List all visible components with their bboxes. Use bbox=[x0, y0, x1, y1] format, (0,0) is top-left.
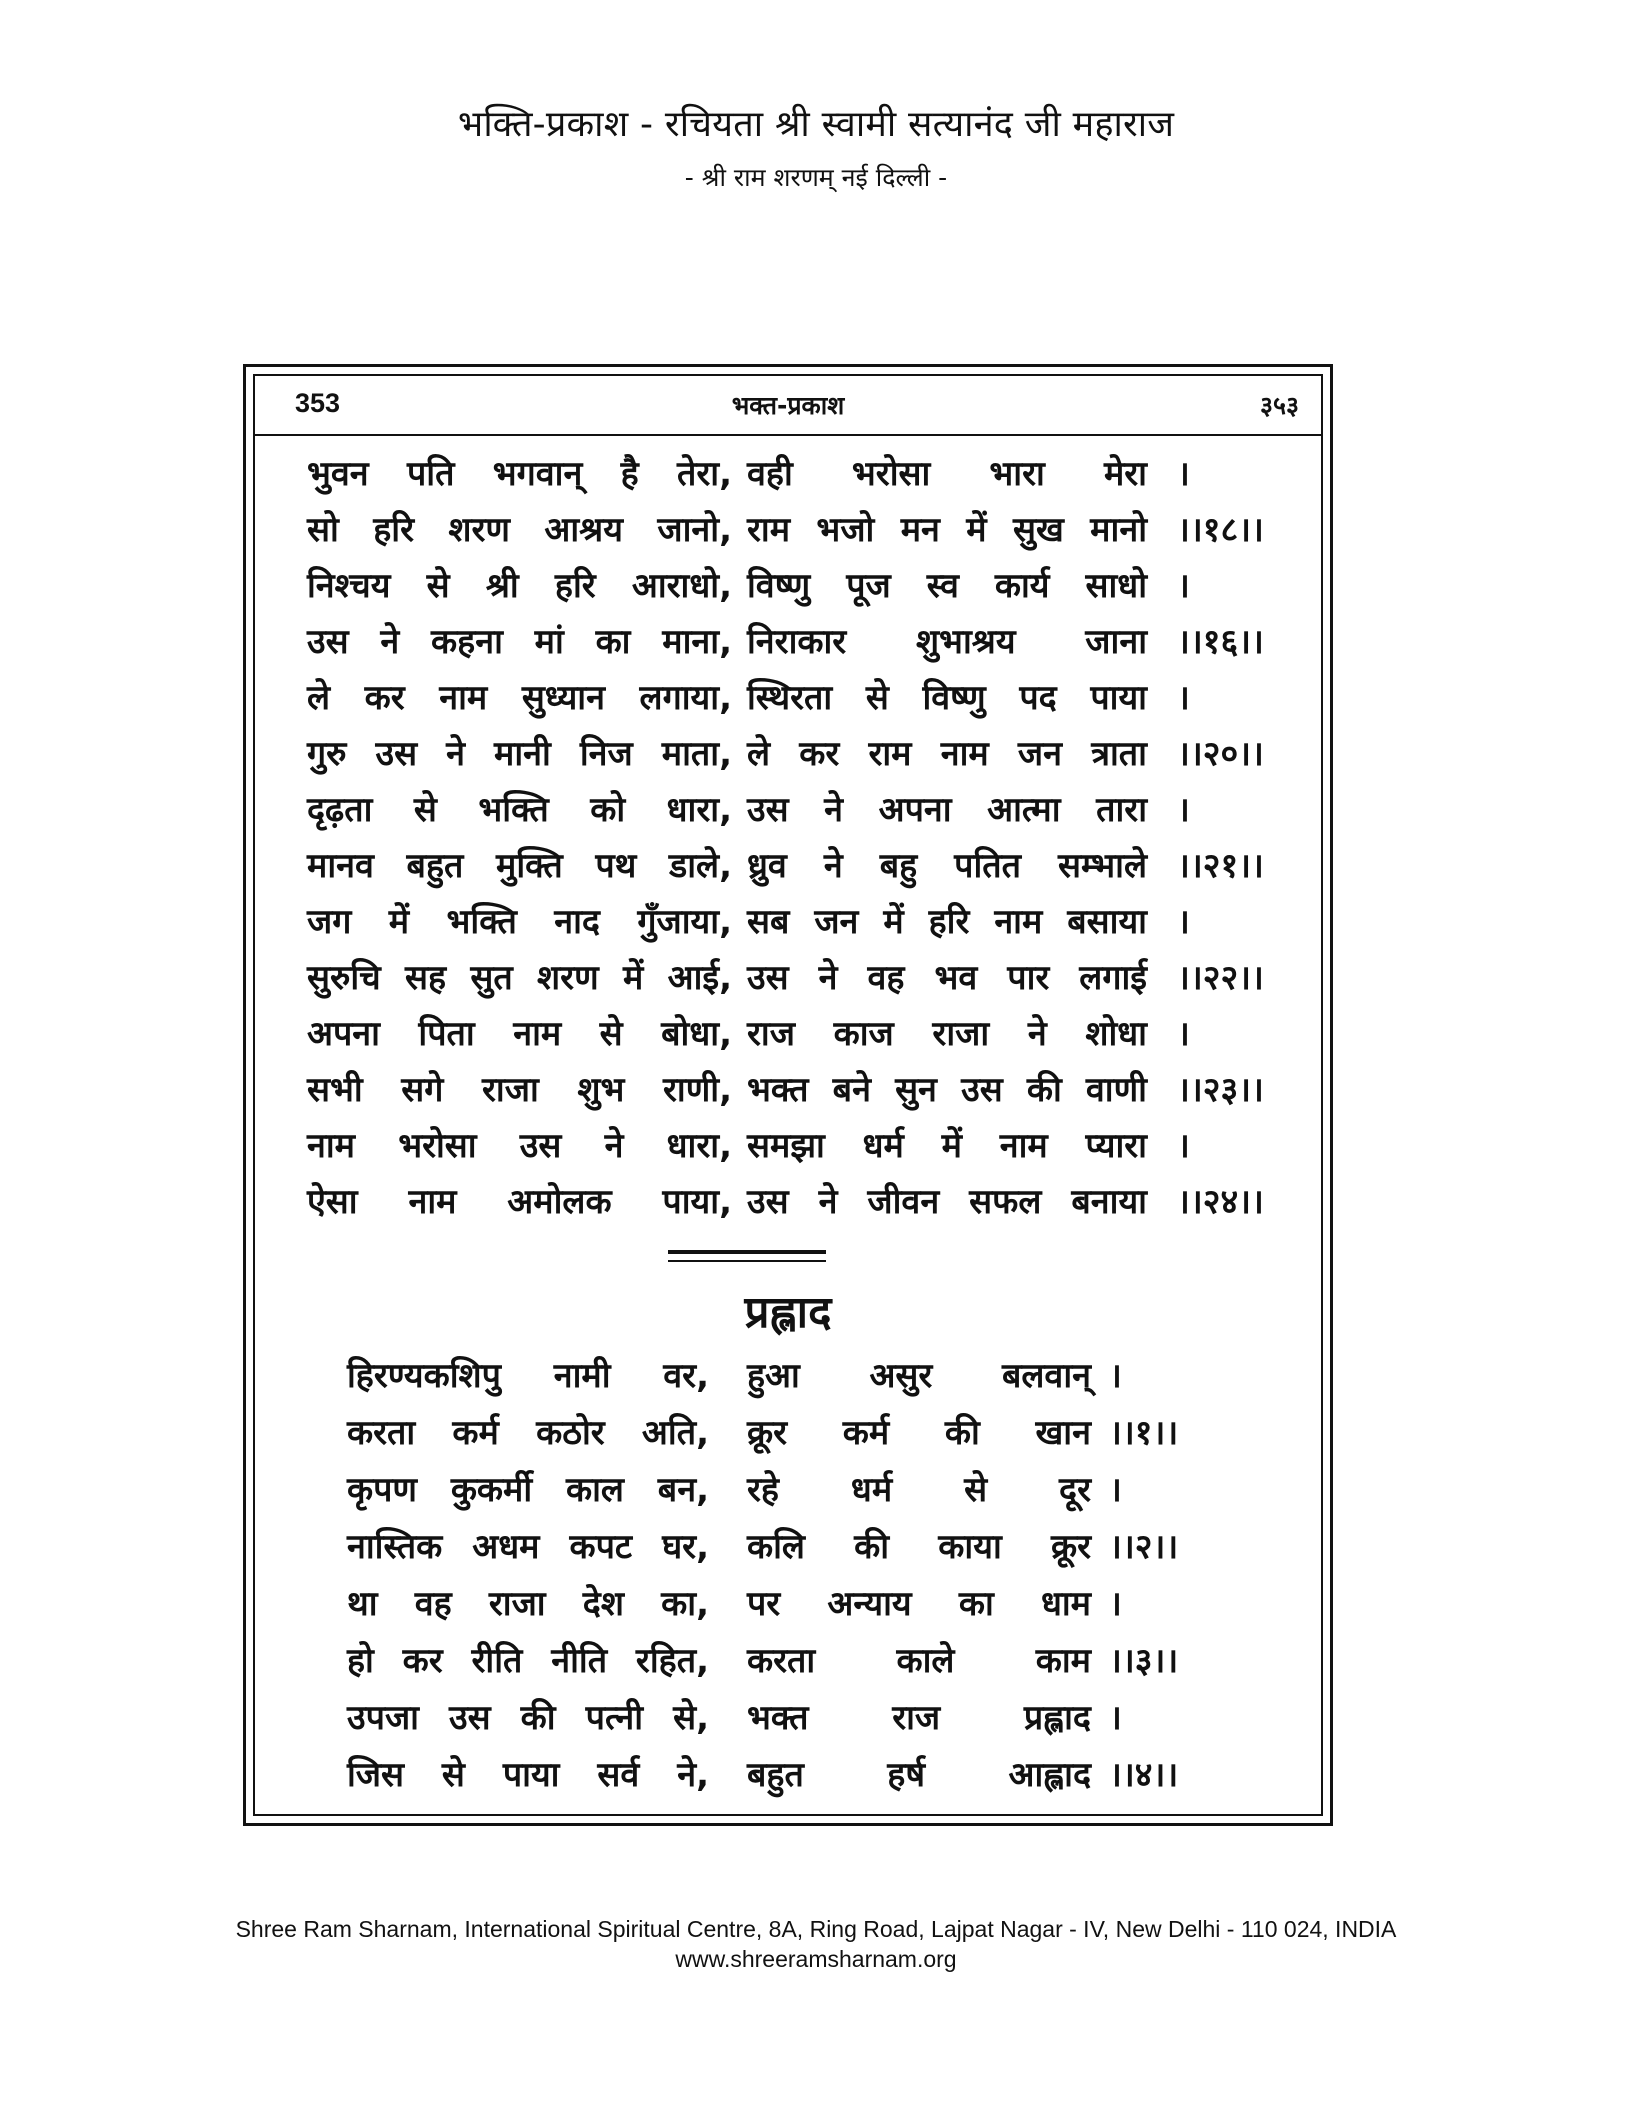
verse-number: । bbox=[1177, 1014, 1190, 1054]
verse-number: ।।४।। bbox=[1109, 1755, 1179, 1795]
verse-number: । bbox=[1177, 566, 1190, 606]
verse-second-half: भक्त राज प्रह्लाद bbox=[747, 1698, 1091, 1738]
verse-number: ।।१८।। bbox=[1177, 510, 1264, 550]
verse-second-half: बहुत हर्ष आह्लाद bbox=[747, 1755, 1091, 1795]
verse-second-half: उस ने वह भव पार लगाई bbox=[747, 958, 1147, 998]
verse-first-half: अपना पिता नाम से बोधा, bbox=[307, 1014, 732, 1054]
verse-line bbox=[307, 1006, 1297, 1062]
book-title: भक्त-प्रकाश bbox=[731, 391, 845, 420]
verse-second-half: भक्त बने सुन उस की वाणी bbox=[747, 1070, 1147, 1110]
footer-address: Shree Ram Sharnam, International Spiritual Centre, 8A, Ring Road, Lajpat Nagar - IV, New Delhi - 110 024, INDIA bbox=[235, 1916, 1397, 1942]
verse-second-half: हुआ असुर बलवान् bbox=[747, 1356, 1091, 1396]
verse-second-half: कलि की काया क्रूर bbox=[747, 1527, 1091, 1567]
verse-line bbox=[347, 1462, 1247, 1518]
verse-second-half: क्रूर कर्म की खान bbox=[747, 1413, 1091, 1453]
verse-number: ।।१६।। bbox=[1177, 622, 1264, 662]
verse-line bbox=[307, 446, 1297, 502]
verse-line bbox=[307, 726, 1297, 782]
verse-first-half: हिरण्यकशिपु नामी वर, bbox=[347, 1356, 709, 1396]
verse-line bbox=[347, 1348, 1247, 1404]
verse-line bbox=[307, 1062, 1297, 1118]
verse-first-half: हो कर रीति नीति रहित, bbox=[347, 1641, 709, 1681]
verse-first-half: उस ने कहना मां का माना, bbox=[307, 622, 732, 662]
verse-line bbox=[307, 1174, 1297, 1230]
verse-second-half: उस ने जीवन सफल बनाया bbox=[747, 1182, 1147, 1222]
verse-first-half: ले कर नाम सुध्यान लगाया, bbox=[307, 678, 732, 718]
page-number-latin: 353 bbox=[295, 388, 341, 418]
verse-first-half: उपजा उस की पत्नी से, bbox=[347, 1698, 709, 1738]
verse-line bbox=[347, 1747, 1247, 1803]
verse-first-half: सभी सगे राजा शुभ राणी, bbox=[307, 1070, 732, 1110]
verse-number: ।।२१।। bbox=[1177, 846, 1264, 886]
verse-number: । bbox=[1177, 1126, 1190, 1166]
verse-number: ।।२४।। bbox=[1177, 1182, 1264, 1222]
verse-number: । bbox=[1109, 1584, 1122, 1624]
verse-second-half: पर अन्याय का धाम bbox=[747, 1584, 1091, 1624]
page-subtitle: - श्री राम शरणम् नई दिल्ली - bbox=[684, 163, 948, 192]
verse-second-half: समझा धर्म में नाम प्यारा bbox=[747, 1126, 1147, 1166]
verse-first-half: कृपण कुकर्मी काल बन, bbox=[347, 1470, 709, 1510]
verse-second-half: ले कर राम नाम जन त्राता bbox=[747, 734, 1147, 774]
verse-line bbox=[347, 1405, 1247, 1461]
running-head bbox=[253, 374, 1323, 436]
verse-second-half: स्थिरता से विष्णु पद पाया bbox=[747, 678, 1147, 718]
verse-number: । bbox=[1109, 1356, 1122, 1396]
verse-line bbox=[307, 838, 1297, 894]
verse-second-half: करता काले काम bbox=[747, 1641, 1091, 1681]
verse-line bbox=[347, 1519, 1247, 1575]
verse-number: । bbox=[1177, 790, 1190, 830]
verse-second-half: राम भजो मन में सुख मानो bbox=[747, 510, 1147, 550]
verse-first-half: सुरुचि सह सुत शरण में आई, bbox=[307, 958, 732, 998]
verse-second-half: वही भरोसा भारा मेरा bbox=[747, 454, 1147, 494]
verse-first-half: था वह राजा देश का, bbox=[347, 1584, 709, 1624]
verse-number: ।।२।। bbox=[1109, 1527, 1179, 1567]
verse-number: ।।२०।। bbox=[1177, 734, 1264, 774]
section-divider-thick bbox=[668, 1250, 826, 1254]
verse-number: ।।२२।। bbox=[1177, 958, 1264, 998]
verse-line bbox=[347, 1690, 1247, 1746]
footer-website-link[interactable]: www.shreeramsharnam.org bbox=[675, 1946, 957, 1972]
verse-first-half: सो हरि शरण आश्रय जानो, bbox=[307, 510, 732, 550]
verse-number: । bbox=[1177, 454, 1190, 494]
verse-line bbox=[307, 894, 1297, 950]
verse-second-half: राज काज राजा ने शोधा bbox=[747, 1014, 1147, 1054]
verse-line bbox=[307, 502, 1297, 558]
verse-number: । bbox=[1177, 902, 1190, 942]
section-heading: प्रह्लाद bbox=[744, 1287, 832, 1338]
verse-first-half: गुरु उस ने मानी निज माता, bbox=[307, 734, 732, 774]
verse-number: । bbox=[1177, 678, 1190, 718]
verse-first-half: जिस से पाया सर्व ने, bbox=[347, 1755, 709, 1795]
verse-first-half: मानव बहुत मुक्ति पथ डाले, bbox=[307, 846, 732, 886]
verse-line bbox=[347, 1633, 1247, 1689]
verse-first-half: भुवन पति भगवान् है तेरा, bbox=[307, 454, 732, 494]
section-divider-thin bbox=[668, 1260, 826, 1262]
verse-first-half: जग में भक्ति नाद गुँजाया, bbox=[307, 902, 732, 942]
verse-number: । bbox=[1109, 1698, 1122, 1738]
verse-line bbox=[307, 614, 1297, 670]
verse-second-half: विष्णु पूज स्व कार्य साधो bbox=[747, 566, 1147, 606]
verse-first-half: नास्तिक अधम कपट घर, bbox=[347, 1527, 709, 1567]
verse-line bbox=[307, 950, 1297, 1006]
verse-second-half: निराकार शुभाश्रय जाना bbox=[747, 622, 1147, 662]
verse-first-half: ऐसा नाम अमोलक पाया, bbox=[307, 1182, 732, 1222]
verse-number: ।।३।। bbox=[1109, 1641, 1179, 1681]
verse-second-half: ध्रुव ने बहु पतित सम्भाले bbox=[747, 846, 1147, 886]
verse-line bbox=[307, 1118, 1297, 1174]
verse-number: । bbox=[1109, 1470, 1122, 1510]
verse-first-half: नाम भरोसा उस ने धारा, bbox=[307, 1126, 732, 1166]
verse-first-half: निश्चय से श्री हरि आराधो, bbox=[307, 566, 732, 606]
verse-number: ।।१।। bbox=[1109, 1413, 1179, 1453]
verse-line bbox=[307, 782, 1297, 838]
verse-number: ।।२३।। bbox=[1177, 1070, 1264, 1110]
verse-second-half: रहे धर्म से दूर bbox=[747, 1470, 1091, 1510]
verse-second-half: सब जन में हरि नाम बसाया bbox=[747, 902, 1147, 942]
verse-line bbox=[307, 670, 1297, 726]
verse-second-half: उस ने अपना आत्मा तारा bbox=[747, 790, 1147, 830]
verse-line bbox=[347, 1576, 1247, 1632]
verse-first-half: दृढ़ता से भक्ति को धारा, bbox=[307, 790, 732, 830]
verse-line bbox=[307, 558, 1297, 614]
verse-first-half: करता कर्म कठोर अति, bbox=[347, 1413, 709, 1453]
page-number-devanagari: ३५३ bbox=[1259, 391, 1299, 420]
page-title: भक्ति-प्रकाश - रचियता श्री स्वामी सत्यानंद जी महाराज bbox=[457, 104, 1175, 145]
